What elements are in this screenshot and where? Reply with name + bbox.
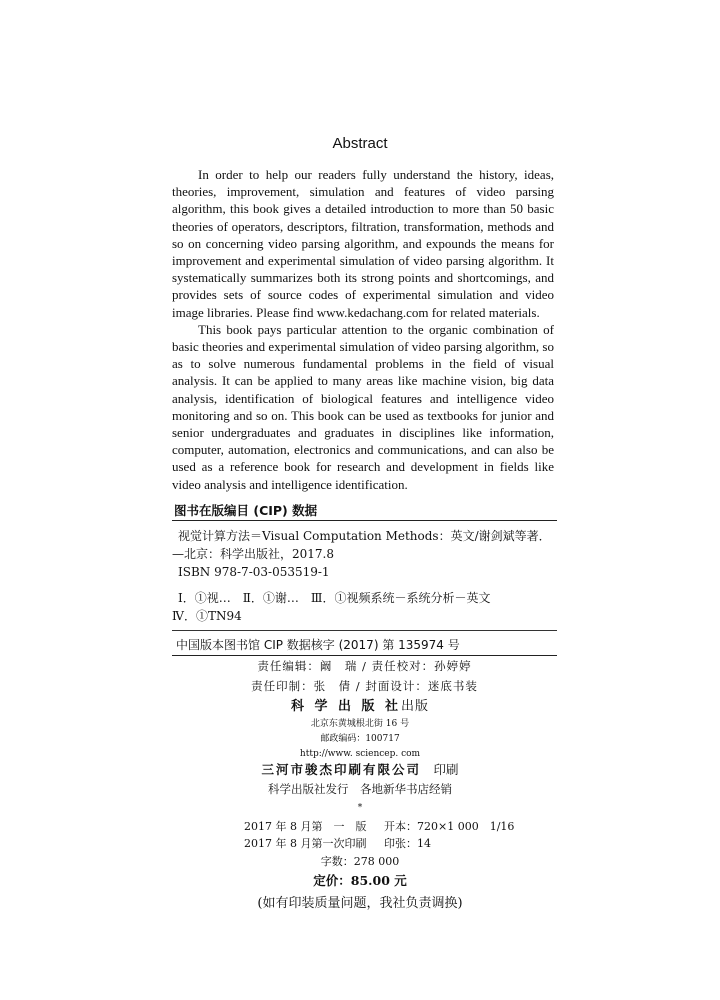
publisher-url: http://www. sciencep. com	[299, 749, 421, 759]
distribution-line: 科学出版社发行 各地新华书店经销	[268, 782, 452, 796]
sheets-info: 印张：14	[384, 837, 431, 850]
print-info-row	[244, 818, 514, 835]
publisher-name: 科 学 出 版 社	[290, 699, 402, 714]
cip-block	[172, 502, 557, 656]
printer-line	[0, 760, 720, 780]
publisher-address: 北京东黄城根北街 16 号	[310, 719, 410, 729]
price: 定价：85.00 元	[313, 873, 407, 888]
cip-title-line: 视觉计算方法＝Visual Computation Methods：英文/谢剑斌等著．	[178, 529, 551, 543]
abstract-paragraph-2: This book pays particular attention to the organic combination of basic theories and experimental simulation of video parsing algorithm, so as to solve numerous fundamental problems in the field of visual analysis. It can be applied to many areas like machine vision, big data analysis, identification of biological features and intelligence video monitoring and so on. This book can be used as textbooks for junior and senior undergraduates and graduates in disciplines like information, computer, automation, electronics and communications, and can also be used as a reference book for research and development in fields like video analysis and intelligence identification.	[172, 321, 554, 492]
abstract-body	[172, 166, 554, 493]
cip-publisher-line: —北京：科学出版社，2017.8	[172, 547, 334, 561]
publisher-suffix: 出版	[401, 699, 430, 714]
print-info	[244, 818, 514, 852]
credit-printing-line: 责任印制：张 倩 / 封面设计：迷底书装	[251, 679, 478, 693]
publisher-name-line	[0, 697, 720, 717]
credit-editor-line: 责任编辑：阚 瑞 / 责任校对：孙婷婷	[257, 659, 472, 673]
cip-isbn: ISBN 978-7-03-053519-1	[178, 565, 330, 579]
print-info-row	[244, 835, 514, 852]
abstract-title: Abstract	[332, 135, 388, 152]
publisher-block	[0, 697, 720, 762]
printer-block	[0, 760, 720, 798]
cip-classification-2: Ⅳ．①TN94	[172, 609, 242, 623]
cip-heading: 图书在版编目 (CIP) 数据	[174, 503, 318, 518]
printing-info: 2017 年 8 月第一次印刷	[244, 837, 367, 850]
printer-suffix: 印刷	[433, 762, 459, 777]
cip-classification-1: Ⅰ．①视… Ⅱ．①谢… Ⅲ．①视频系统－系统分析－英文	[178, 591, 491, 605]
separator-star: *	[357, 803, 363, 813]
cip-number: 中国版本图书馆 CIP 数据核字 (2017) 第 135974 号	[176, 638, 460, 652]
editorial-credits	[172, 656, 557, 696]
publisher-postcode: 邮政编码：100717	[320, 734, 400, 744]
printer-name: 三河市骏杰印刷有限公司	[261, 762, 421, 777]
edition-info: 2017 年 8 月第 一 版	[244, 820, 367, 833]
format-info: 开本：720×1 000 1/16	[384, 820, 515, 833]
word-count: 字数：278 000	[320, 855, 400, 868]
quality-notice: (如有印装质量问题，我社负责调换)	[257, 896, 463, 911]
abstract-paragraph-1: In order to help our readers fully understand the history, ideas, theories, improvement, simulation and features of video parsing algorithm, this book gives a detailed introduction to more than 50 basic theories of operators, descriptors, filtration, transformation, methods and so on concerning video parsing algorithm, and expounds the means for improvement and experimental simulation of video parsing algorithm. It systematically summarizes both its strong points and shortcomings, and provides sets of source codes of experimental simulation and video image libraries. Please find www.kedachang.com for related materials.	[172, 167, 554, 320]
